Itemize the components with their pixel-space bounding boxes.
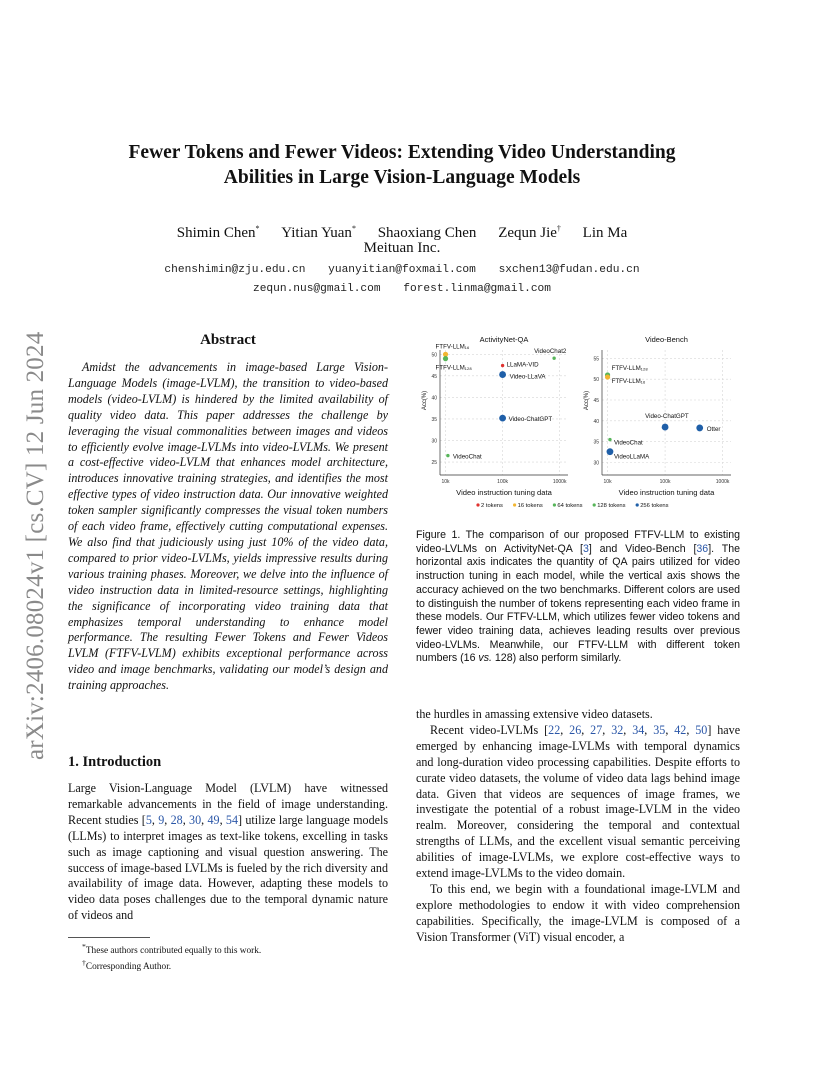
data-point bbox=[605, 374, 610, 379]
data-point bbox=[499, 371, 506, 378]
footnote: †Corresponding Author. bbox=[82, 958, 172, 973]
author: Shimin Chen* bbox=[176, 224, 260, 241]
data-label: VideoChat bbox=[613, 439, 643, 447]
y-tick-label: 45 bbox=[431, 373, 437, 380]
x-tick-label: 10k bbox=[441, 479, 450, 485]
email-link[interactable]: zequn.nus@gmail.com bbox=[253, 283, 381, 295]
data-point bbox=[608, 438, 611, 441]
legend-label: 16 tokens bbox=[517, 503, 543, 509]
paragraph: To this end, we begin with a foundational image-LVLM and explore methodologies to endow it with video comprehension capabilities. Specifically, the image-LVLM is composed of a Vision Transformer (ViT) visual encoder, a bbox=[416, 881, 740, 944]
footnote: *These authors contributed equally to this work. bbox=[82, 942, 262, 957]
figure-1-charts bbox=[416, 330, 746, 515]
figure-caption: Figure 1. The comparison of our proposed FTFV-LLM to existing video-LVLMs on ActivityNet-QA [3] and Video-Bench [36]. The horizontal axis indicates the quantity of QA pairs utilized for video instruction tuning in each model, while the vertical axis shows the accuracy achieved on the two benchmarks. Different colors are used to distinguish the number of tokens representing each video frame in these models. Our FTFV-LLM, which utilizes fewer video tokens and fewer video training data, achieves leading results over previous video-LVLMs. Meanwhile, our FTFV-LLM with different token numbers (16 vs. 128) also perform similarly. bbox=[416, 529, 740, 665]
data-label: Video-ChatGPT bbox=[508, 416, 553, 424]
data-label: Video-LLaVA bbox=[509, 373, 546, 381]
author: Zequn Jie† bbox=[498, 224, 561, 241]
y-tick-label: 45 bbox=[593, 398, 599, 404]
legend-marker bbox=[593, 503, 596, 506]
data-label: Otter bbox=[706, 425, 721, 433]
citation-link[interactable]: 9 bbox=[158, 812, 165, 827]
citation-link[interactable]: 22 bbox=[548, 722, 561, 737]
data-point bbox=[499, 415, 506, 422]
right-column-text bbox=[416, 707, 740, 946]
data-point bbox=[446, 454, 449, 457]
author: Shaoxiang Chen bbox=[377, 225, 477, 241]
citation-link[interactable]: 32 bbox=[611, 722, 624, 737]
affiliation: Meituan Inc. bbox=[363, 240, 441, 256]
citation-link[interactable]: 54 bbox=[225, 812, 239, 827]
email-list bbox=[100, 261, 704, 299]
y-axis-label: Acc(%) bbox=[584, 390, 590, 411]
x-tick-label: 10k bbox=[603, 479, 612, 485]
author-mark: † bbox=[556, 224, 561, 233]
author-mark: * bbox=[255, 224, 260, 233]
author: Lin Ma bbox=[582, 225, 628, 241]
email-link[interactable]: chenshimin@zju.edu.cn bbox=[164, 264, 306, 276]
email-link[interactable]: forest.linma@gmail.com bbox=[403, 283, 551, 295]
data-label: LLaMA-VID bbox=[506, 361, 539, 369]
citation-link[interactable]: 36 bbox=[696, 542, 709, 555]
legend-marker bbox=[553, 503, 556, 506]
data-point bbox=[443, 356, 448, 361]
title-line-1: Fewer Tokens and Fewer Videos: Extending Video Understanding bbox=[128, 142, 676, 163]
arxiv-identifier-text: arXiv:2406.08024v1 [cs.CV] 12 Jun 2024 bbox=[22, 331, 49, 760]
y-tick-label: 55 bbox=[593, 356, 599, 363]
figure-1 bbox=[416, 330, 746, 515]
legend-marker bbox=[636, 503, 639, 506]
email-link[interactable]: yuanyitian@foxmail.com bbox=[328, 264, 476, 276]
citation-link[interactable]: 42 bbox=[674, 722, 687, 737]
intro-paragraph: Large Vision-Language Model (LVLM) have witnessed remarkable advancements in the field of image understanding. Recent studies [5, 9, 28, 30, 49, 54] utilize large language models (LLMs) to interpret images as text-like tokens, excelling in tasks such as image captioning and visual question answering. The success of image-based LVLMs is fueled by the rich diversity and availability of image data. However, adapting these models to video data poses challenges due to the temporal dynamic nature of videos and bbox=[68, 781, 389, 923]
paragraph: Recent video-LVLMs [22, 26, 27, 32, 34, 35, 42, 50] have emerged by enhancing image-LVLMs with temporal dynamics and long-duration video processing capabilities. Despite efforts to curate video datasets, the volume of video data lags behind image data. Given that videos are sequences of image frames, we investigate the potential of a robust image-LVLM in the video realm. Moreover, considering the temporal and contextual strengths of LLMs, and the excellent visual semantic perceiving abilities of image-LVLMs, we explore cost-effective ways to extend image-LVLMs to the video domain. bbox=[416, 722, 741, 881]
x-tick-label: 100k bbox=[659, 479, 671, 485]
citation-link[interactable]: 34 bbox=[632, 722, 645, 737]
citation-link[interactable]: 26 bbox=[569, 722, 582, 737]
author-mark: * bbox=[351, 224, 356, 233]
y-tick-label: 30 bbox=[593, 460, 599, 467]
citation-link[interactable]: 50 bbox=[695, 722, 708, 737]
citation-link[interactable]: 28 bbox=[170, 812, 183, 827]
citation-link[interactable]: 30 bbox=[189, 812, 202, 827]
chart-title: ActivityNet-QA bbox=[479, 335, 529, 344]
y-tick-label: 35 bbox=[593, 439, 599, 446]
footnote-rule bbox=[68, 937, 150, 938]
data-label: FTFV-LLM₁₆ bbox=[435, 343, 470, 351]
x-tick-label: 1000k bbox=[552, 479, 567, 485]
citation-link[interactable]: 3 bbox=[582, 542, 589, 555]
paper-title bbox=[100, 140, 704, 190]
title-line-2: Abilities in Large Vision-Language Models bbox=[223, 167, 581, 188]
section-heading: 1. Introduction bbox=[68, 754, 162, 770]
author: Yitian Yuan* bbox=[281, 224, 356, 241]
y-tick-label: 40 bbox=[431, 395, 437, 402]
legend-label: 128 tokens bbox=[597, 503, 626, 509]
data-point bbox=[552, 356, 555, 359]
legend-marker bbox=[513, 503, 516, 506]
legend-label: 64 tokens bbox=[557, 503, 583, 509]
data-point bbox=[607, 448, 614, 455]
data-label: VideoChat2 bbox=[534, 348, 567, 356]
email-link[interactable]: sxchen13@fudan.edu.cn bbox=[498, 264, 640, 276]
abstract-body: Amidst the advancements in image-based Large Vision-Language Models (image-LVLM), the transition to video-based models (video-LVLM) is hindered by the limited availability of quality video data. This paper addresses the challenge by leveraging the visual commonalities between images and videos to efficiently evolve image-LVLMs into video-LVLMs. We present a cost-effective video-LVLM that enhances model architecture, introduces innovative training strategies, and identifies the most effective types of video instruction data. Our innovative weighted token sampler significantly compresses the visual token numbers of each video frame, effectively cutting computational expenses. We also find that judiciously using just 10% of the video data, compared to prior video-LVLMs, yields impressive results during various training phases. Moreover, we delve into the influence of video instruction data in limited-resource settings, highlighting the significance of incorporating video training data that emphasizes temporal understanding to enhance model performance. The resulting Fewer Tokens and Fewer Videos LVLM (FTFV-LVLM) exhibits exceptional performance across video and image benchmarks, validating our model’s design and training approaches. bbox=[68, 360, 388, 693]
chart-title: Video-Bench bbox=[645, 335, 688, 344]
y-tick-label: 25 bbox=[431, 460, 437, 467]
y-tick-label: 40 bbox=[593, 418, 599, 425]
data-point bbox=[696, 425, 703, 432]
citation-link[interactable]: 49 bbox=[207, 812, 220, 827]
citation-link[interactable]: 27 bbox=[590, 722, 603, 737]
abstract-heading: Abstract bbox=[200, 332, 256, 348]
data-label: FTFV-LLM₁₂₈ bbox=[611, 365, 648, 372]
data-label: FTFV-LLM₁₆ bbox=[611, 378, 646, 386]
footnotes bbox=[68, 941, 388, 974]
x-tick-label: 1000k bbox=[715, 479, 730, 485]
citation-link[interactable]: 5 bbox=[145, 812, 152, 827]
data-point bbox=[501, 364, 504, 367]
y-tick-label: 35 bbox=[431, 416, 437, 423]
data-label: VideoLLaMA bbox=[613, 453, 650, 461]
paragraph: the hurdles in amassing extensive video datasets. bbox=[416, 707, 653, 721]
data-label: FTFV-LLM₁₂₈ bbox=[435, 364, 472, 372]
x-axis-label: Video instruction tuning data bbox=[618, 488, 715, 497]
legend-label: 256 tokens bbox=[640, 503, 669, 509]
citation-link[interactable]: 35 bbox=[653, 722, 666, 737]
x-axis-label: Video instruction tuning data bbox=[456, 488, 552, 497]
legend-label: 2 tokens bbox=[481, 503, 503, 509]
y-axis-label: Acc(%) bbox=[422, 390, 428, 411]
x-tick-label: 100k bbox=[497, 479, 509, 485]
y-tick-label: 30 bbox=[431, 438, 437, 445]
arxiv-identifier bbox=[20, 290, 60, 760]
y-tick-label: 50 bbox=[593, 377, 599, 384]
data-point bbox=[662, 424, 669, 431]
legend-marker bbox=[476, 503, 479, 506]
data-label: Video-ChatGPT bbox=[645, 413, 689, 421]
y-tick-label: 50 bbox=[431, 352, 437, 359]
data-label: VideoChat bbox=[452, 453, 482, 461]
